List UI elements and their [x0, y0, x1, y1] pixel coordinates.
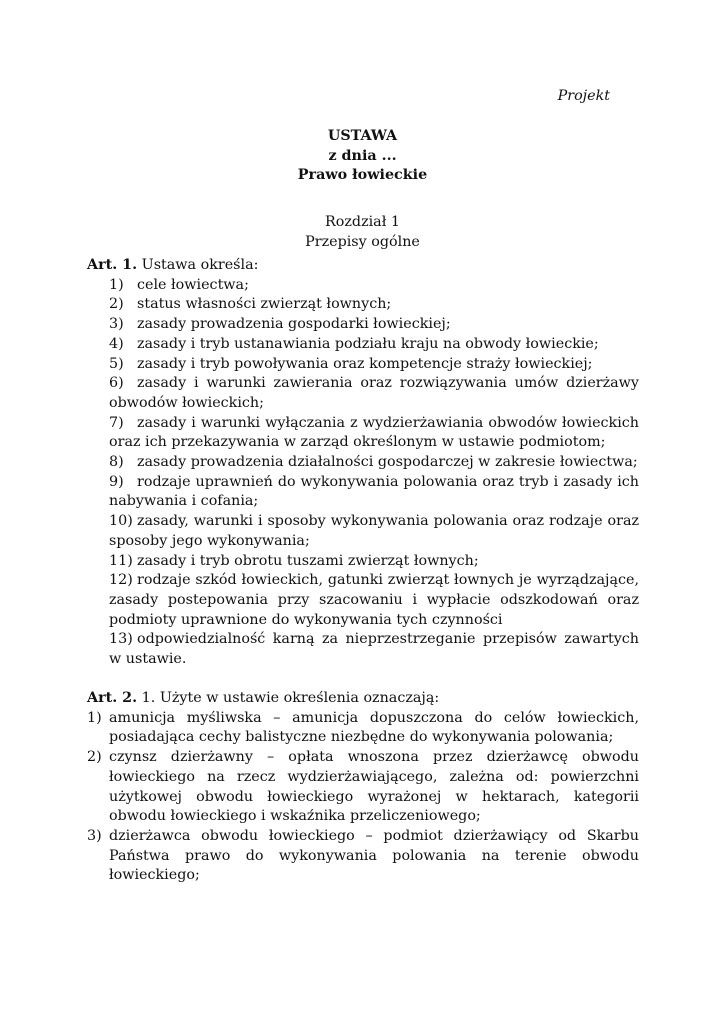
chapter-heading — [0, 213, 725, 252]
definition-item: 2) czynsz dzierżawny – opłata wnoszona przez dzierżawcę obwodu łowieckiego na rzecz wydzierżawiającego, zależna od: powierzchni użytkowej obwodu łowieckiego wyrażonej w hektarach, kategorii obwodu łowieckiego i wskaźnika przeliczeniowego; — [87, 749, 639, 825]
list-item: 7) zasady i warunki wyłączania z wydzierżawiania obwodów łowieckich oraz ich przekazywania w zarząd określonym w ustawie podmiotom; — [109, 414, 639, 451]
projekt-label: Projekt — [557, 88, 610, 104]
list-item: 9) rodzaje uprawnień do wykonywania polowania oraz tryb i zasady ich nabywania i cofania; — [109, 473, 639, 510]
article-1 — [87, 256, 639, 670]
list-item: 4) zasady i tryb ustanawiania podziału kraju na obwody łowieckie; — [109, 335, 599, 352]
chapter-title: Przepisy ogólne — [305, 233, 420, 250]
title-line-ustawa: USTAWA — [327, 128, 398, 144]
title-line-name: Prawo łowieckie — [297, 167, 428, 184]
article-1-label: Art. 1. — [87, 257, 138, 273]
list-item: 1) cele łowiectwa; — [109, 276, 249, 293]
article-2-intro: 1. Użyte w ustawie określenia oznaczają: — [141, 690, 440, 706]
act-title — [0, 127, 725, 186]
list-item: 3) zasady prowadzenia gospodarki łowieckiej; — [109, 316, 451, 333]
definition-item: 3) dzierżawca obwodu łowieckiego – podmiot dzierżawiący od Skarbu Państwa prawo do wykonywania polowania na terenie obwodu łowieckiego; — [87, 827, 639, 884]
list-item: 5) zasady i tryb powoływania oraz kompetencje straży łowieckiej; — [109, 355, 593, 372]
article-2-definitions — [87, 709, 639, 886]
article-1-intro: Ustawa określa: — [141, 257, 259, 273]
list-item: 13) odpowiedzialność karną za nieprzestrzeganie przepisów zawartych w ustawie. — [109, 631, 639, 668]
list-item: 11) zasady i tryb obrotu tuszami zwierząt łownych; — [109, 552, 479, 569]
definition-item: 1) amunicja myśliwska – amunicja dopuszczona do celów łowieckich, posiadająca cechy balistyczne niezbędne do wykonywania polowania; — [87, 709, 639, 746]
article-2-heading — [87, 689, 639, 709]
article-1-list — [87, 276, 639, 670]
list-item: 6) zasady i warunki zawierania oraz rozwiązywania umów dzierżawy obwodów łowieckich; — [109, 375, 639, 411]
list-item: 2) status własności zwierząt łownych; — [109, 296, 392, 313]
list-item: 10) zasady, warunki i sposoby wykonywania polowania oraz rodzaje oraz sposoby jego wykonywania; — [109, 513, 639, 549]
article-1-heading — [87, 256, 639, 276]
chapter-number: Rozdział 1 — [325, 214, 400, 230]
list-item: 12) rodzaje szkód łowieckich, gatunki zwierząt łownych je wyrządzające, zasady postepowania przy szacowaniu i wypłacie odszkodowań oraz podmioty uprawnione do wykonywania tych czynności — [109, 572, 639, 628]
article-2 — [87, 689, 639, 886]
title-line-date: z dnia ... — [328, 147, 397, 164]
article-2-label: Art. 2. — [87, 690, 138, 706]
list-item: 8) zasady prowadzenia działalności gospodarczej w zakresie łowiectwa; — [109, 454, 638, 471]
